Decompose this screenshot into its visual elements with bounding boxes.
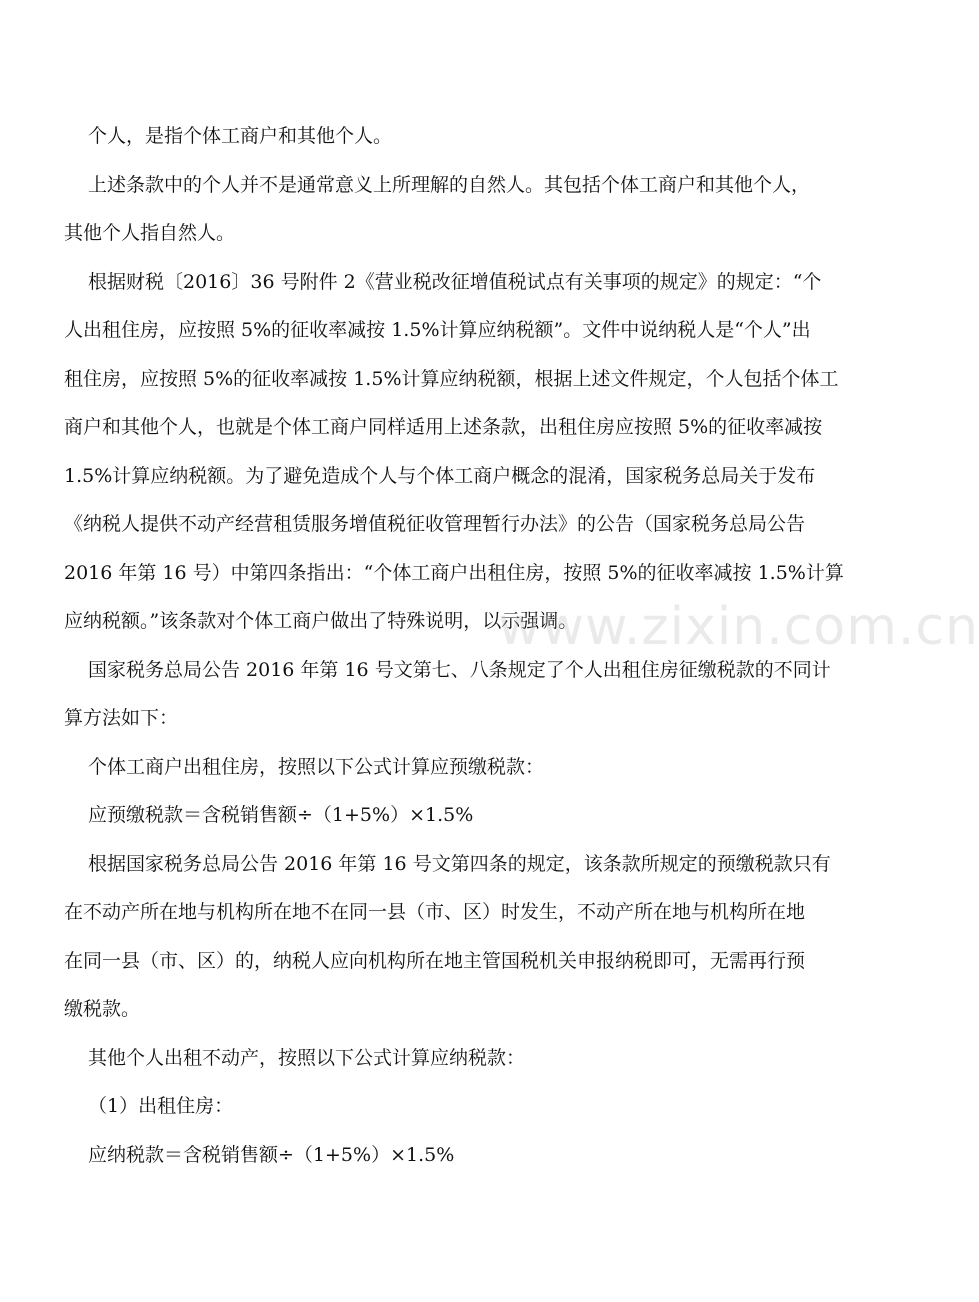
paragraph-line: 算方法如下： (64, 707, 179, 729)
document-body (64, 112, 858, 1179)
paragraph-4 (64, 646, 858, 743)
paragraph-line: 在同一县（市、区）的，纳税人应向机构所在地主管国税机关申报纳税即可，无需再行预 (64, 949, 806, 972)
paragraph-line: 上述条款中的个人并不是通常意义上所理解的自然人。其包括个体工商户和其他个人， (88, 173, 811, 196)
paragraph-line: 国家税务总局公告 2016 年第 16 号文第七、八条规定了个人出租住房征缴税款的不同计 (88, 658, 831, 681)
paragraph-line: 根据国家税务总局公告 2016 年第 16 号文第四条的规定，该条款所规定的预缴税款只有 (88, 852, 831, 875)
paragraph-2 (64, 161, 858, 258)
paragraph-line: 人出租住房，应按照 5%的征收率减按 1.5%计算应纳税额”。文件中说纳税人是“个人”出 (64, 319, 811, 341)
paragraph-3 (64, 258, 858, 646)
paragraph-line: 1.5%计算应纳税额。为了避免造成个人与个体工商户概念的混淆，国家税务总局关于发布 (64, 464, 816, 487)
paragraph-5 (88, 743, 858, 792)
paragraph-line: 其他个人出租不动产，按照以下公式计算应纳税款： (88, 1046, 526, 1069)
paragraph-line: 应预缴税款＝含税销售额÷（1+5%）×1.5% (88, 804, 474, 826)
formula-prepay (88, 791, 858, 840)
paragraph-line: 缴税款。 (64, 998, 141, 1020)
watermark: www.zixin.com.cn (498, 597, 979, 657)
paragraph-line: 应纳税额。”该条款对个体工商户做出了特殊说明，以示强调。 (64, 610, 578, 632)
paragraph-line: 租住房，应按照 5%的征收率减按 1.5%计算应纳税额，根据上述文件规定，个人包括个体工 (64, 367, 839, 390)
paragraph-8 (88, 1034, 858, 1083)
paragraph-line: 其他个人指自然人。 (64, 222, 236, 244)
paragraph-line: 《纳税人提供不动产经营租赁服务增值税征收管理暂行办法》的公告（国家税务总局公告 (64, 513, 806, 535)
formula-tax (88, 1131, 858, 1180)
paragraph-line: 2016 年第 16 号）中第四条指出：“个体工商户出租住房，按照 5%的征收率减按 1.5%计算 (64, 561, 844, 584)
paragraph-line: 个体工商户出租住房，按照以下公式计算应预缴税款： (88, 755, 545, 778)
paragraph-line: 应纳税款＝含税销售额÷（1+5%）×1.5% (88, 1143, 455, 1166)
paragraph-line: 商户和其他个人，也就是个体工商户同样适用上述条款，出租住房应按照 5%的征收率减按 (64, 416, 823, 438)
paragraph-line: 根据财税〔2016〕36 号附件 2《营业税改征增值税试点有关事项的规定》的规定：“个 (88, 270, 822, 293)
paragraph-1 (88, 112, 858, 161)
paragraph-line: 在不动产所在地与机构所在地不在同一县（市、区）时发生，不动产所在地与机构所在地 (64, 901, 806, 923)
paragraph-line: 个人，是指个体工商户和其他个人。 (88, 125, 393, 147)
paragraph-9 (88, 1082, 858, 1131)
paragraph-line: （1）出租住房： (88, 1095, 234, 1117)
paragraph-7 (64, 840, 858, 1034)
